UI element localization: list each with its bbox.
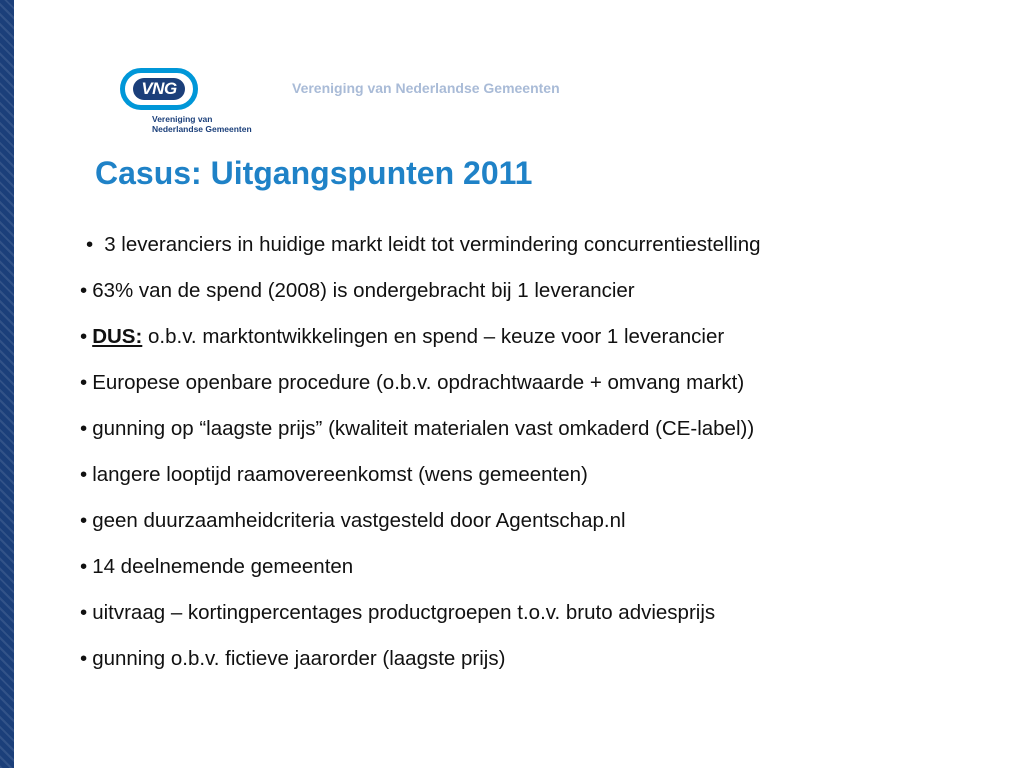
logo-text-line-1: Vereniging van bbox=[152, 114, 213, 124]
bullet-dot: • bbox=[80, 555, 88, 578]
vng-logo-text bbox=[152, 114, 252, 134]
bullet-dot: • bbox=[80, 417, 88, 440]
side-stripe bbox=[0, 0, 14, 768]
bullet-text: 3 leveranciers in huidige markt leidt tot vermindering concurrentiestelling bbox=[104, 233, 761, 256]
bullet-item bbox=[80, 229, 980, 275]
bullet-dot: • bbox=[80, 371, 88, 394]
bullet-list bbox=[80, 229, 980, 689]
bullet-emphasis: DUS: bbox=[92, 325, 143, 348]
bullet-text: gunning op “laagste prijs” (kwaliteit materialen vast omkaderd (CE-label)) bbox=[92, 417, 755, 440]
logo-text-line-2: Nederlandse Gemeenten bbox=[152, 124, 252, 134]
bullet-item bbox=[80, 275, 980, 321]
bullet-dot: • bbox=[80, 325, 88, 348]
bullet-text: o.b.v. marktontwikkelingen en spend – keuze voor 1 leverancier bbox=[148, 325, 725, 348]
bullet-item bbox=[80, 413, 980, 459]
bullet-item bbox=[80, 367, 980, 413]
bullet-text: uitvraag – kortingpercentages productgroepen t.o.v. bruto adviesprijs bbox=[92, 601, 716, 624]
bullet-item bbox=[80, 551, 980, 597]
bullet-text: geen duurzaamheidcriteria vastgesteld door Agentschap.nl bbox=[92, 509, 626, 532]
vng-logo-letters: VNG bbox=[133, 78, 185, 100]
bullet-text: gunning o.b.v. fictieve jaarorder (laagste prijs) bbox=[92, 647, 506, 670]
vng-logo bbox=[116, 66, 256, 138]
bullet-item bbox=[80, 505, 980, 551]
bullet-text: Europese openbare procedure (o.b.v. opdrachtwaarde + omvang markt) bbox=[92, 371, 745, 394]
bullet-dot: • bbox=[80, 509, 88, 532]
bullet-item bbox=[80, 321, 980, 367]
vng-logo-mark bbox=[120, 68, 198, 110]
organization-name: Vereniging van Nederlandse Gemeenten bbox=[292, 80, 560, 96]
bullet-dot: • bbox=[80, 463, 88, 486]
bullet-dot: • bbox=[80, 601, 88, 624]
bullet-text: 14 deelnemende gemeenten bbox=[92, 555, 354, 578]
bullet-item bbox=[80, 459, 980, 505]
bullet-text: langere looptijd raamovereenkomst (wens gemeenten) bbox=[92, 463, 588, 486]
bullet-dot: • bbox=[80, 647, 88, 670]
bullet-item bbox=[80, 643, 980, 689]
bullet-text: 63% van de spend (2008) is ondergebracht bij 1 leverancier bbox=[92, 279, 635, 302]
bullet-item bbox=[80, 597, 980, 643]
slide-title: Casus: Uitgangspunten 2011 bbox=[95, 155, 533, 191]
bullet-dot: • bbox=[80, 279, 88, 302]
bullet-dot: • bbox=[86, 233, 94, 256]
